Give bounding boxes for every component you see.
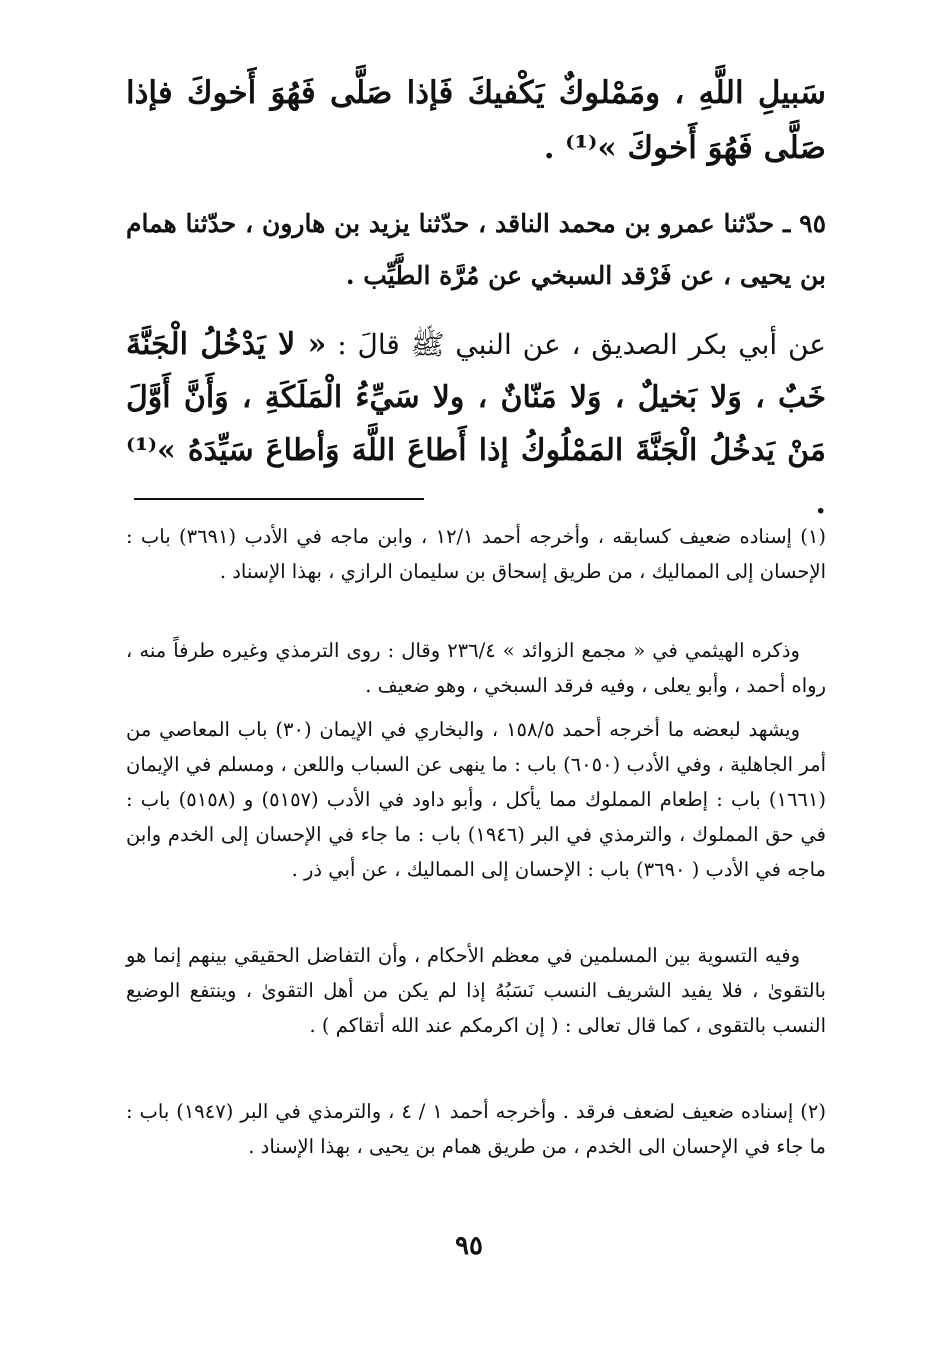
- footnote-1-haythami: وذكره الهيثمي في « مجمع الزوائد » ٢٣٦/٤ وقال : روى الترمذي وغيره طرفاً منه ، رواه أحمد ، وأبو يعلى ، وفيه فرقد السبخي ، وهو ضعيف .: [126, 639, 826, 697]
- hadith-95-intro: عن أبي بكر الصديق ، عن النبي ﷺ قالَ :: [326, 328, 827, 361]
- footnote-separator: [134, 498, 424, 500]
- footnote-1-commentary: وفيه التسوية بين المسلمين في معظم الأحكام ، وأن التفاضل الحقيقي بينهم إنما هو بالتقوىٰ ، فلا يفيد الشريف النسب نَسَبُهُ إذا لم يكن من أهل التقوىٰ ، وينتفع الوضيع النسب بالتقوى ، كما قال تعالى : ( إن اكرمكم عند الله أتقاكم ) .: [126, 944, 826, 1037]
- hadith-95-matn: « لا يَدْخُلُ الْجَنَّةَ خَبٌ ، وَلا بَخيلٌ ، وَلا مَنّانٌ ، ولا سَيِّءُ الْمَلَكَةِ ، وَأَنَّ أَوَّلَ مَنْ يَدخُلُ الْجَنَّةَ المَمْلُوكُ إذا أَطاعَ اللَّهَ وَأطاعَ سَيِّدَهُ »⁽¹⁾ .: [126, 327, 826, 521]
- footnote-1: (١) إسناده ضعيف كسابقه ، وأخرجه أحمد ١٢/١ ، وابن ماجه في الأدب (٣٦٩١) باب : الإحسان إلى المماليك ، من طريق إسحاق بن سليمان الرازي ، بهذا الإسناد .: [126, 525, 827, 583]
- hadith-95-isnad: ٩٥ ـ حدّثنا عمرو بن محمد الناقد ، حدّثنا يزيد بن هارون ، حدّثنا همام بن يحيى ، عن فَرْقد السبخي عن مُرَّة الطَّيِّب .: [126, 209, 826, 290]
- footnote-1-witnesses: ويشهد لبعضه ما أخرجه أحمد ١٥٨/٥ ، والبخاري في الإيمان (٣٠) باب المعاصي من أمر الجاهلية ، وفي الأدب (٦٠٥٠) باب : ما ينهى عن السباب واللعن ، ومسلم في الإيمان (١٦٦١) باب : إطعام المملوك مما يأكل ، وأبو داود في الأدب (٥١٥٧) و (٥١٥٨) باب : في حق المملوك ، والترمذي في البر (١٩٤٦) باب : ما جاء في الإحسان إلى الخدم وابن ماجه في الأدب ( ٣٦٩٠) باب : الإحسان إلى المماليك ، عن أبي ذر .: [126, 718, 826, 881]
- footnote-2: (٢) إسناده ضعيف لضعف فرقد . وأخرجه أحمد ١ / ٤ ، والترمذي في البر (١٩٤٧) باب : ما جاء في الإحسان الى الخدم ، من طريق همام بن يحيى ، بهذا الإسناد .: [126, 1100, 826, 1158]
- page-number: ٩٥: [455, 1231, 483, 1261]
- hadith-previous-ending: سَبيلِ اللَّهِ ، ومَمْلوكٌ يَكْفيكَ فَإذا صَلَّى فَهُوَ أَخوكَ فإذا صَلَّى فَهُوَ أَخوكَ »⁽¹⁾ .: [126, 75, 826, 166]
